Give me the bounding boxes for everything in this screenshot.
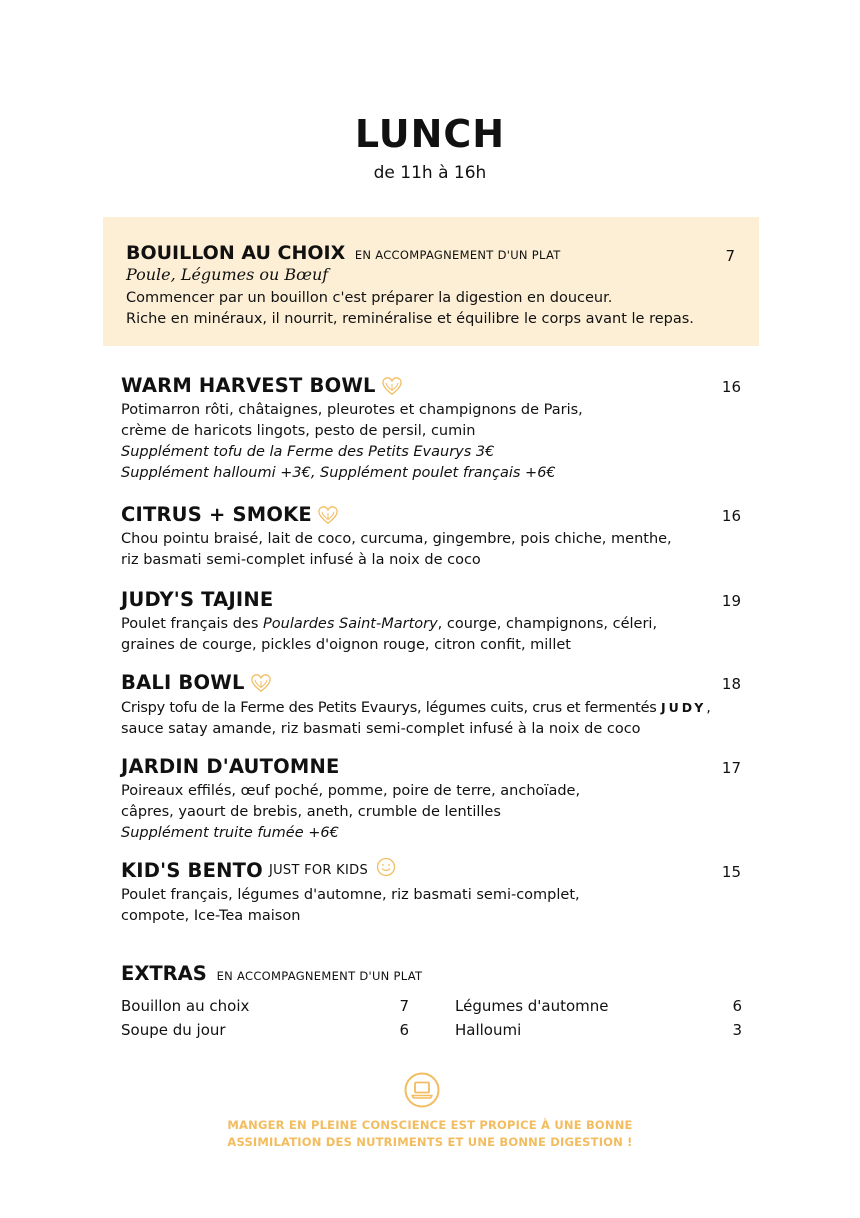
desc-line: Poireaux effilés, œuf poché, pomme, poire de terre, anchoïade, xyxy=(121,783,581,799)
item-name-row xyxy=(121,671,741,695)
item-description xyxy=(121,697,741,740)
item-name: BALI BOWL xyxy=(121,671,245,694)
item-name-row xyxy=(121,755,741,779)
bouillon-desc-line1: Commencer par un bouillon c'est préparer la digestion en douceur. xyxy=(126,290,613,306)
item-name-row xyxy=(121,588,741,612)
item-description xyxy=(121,400,741,484)
producer-name: Poulardes Saint-Martory xyxy=(263,616,438,632)
desc-line: Chou pointu braisé, lait de coco, curcuma, gingembre, pois chiche, menthe, xyxy=(121,531,672,547)
menu-item-judys-tajine xyxy=(121,588,741,656)
smiley-icon xyxy=(376,857,396,877)
extra-name: Halloumi xyxy=(455,1021,522,1039)
item-name: WARM HARVEST BOWL xyxy=(121,374,376,397)
desc-line: graines de courge, pickles d'oignon rouge, citron confit, millet xyxy=(121,637,571,653)
desc-line: crème de haricots lingots, pesto de persil, cumin xyxy=(121,423,476,439)
item-name-row xyxy=(121,503,741,527)
extra-price: 6 xyxy=(399,1021,409,1039)
heart-icon xyxy=(381,376,403,396)
bouillon-choices: Poule, Légumes ou Bœuf xyxy=(126,265,329,284)
item-name: JUDY'S TAJINE xyxy=(121,588,274,611)
menu-item-jardin-automne xyxy=(121,755,741,844)
desc-text: Crispy tofu de la Ferme des Petits Evaurys, légumes cuits, crus et fermentés xyxy=(121,700,661,716)
desc-line: Potimarron rôti, châtaignes, pleurotes et champignons de Paris, xyxy=(121,402,583,418)
laptop-icon xyxy=(404,1072,440,1108)
extra-price: 6 xyxy=(732,997,742,1015)
extra-name: Bouillon au choix xyxy=(121,997,250,1015)
item-price: 19 xyxy=(721,592,741,610)
item-price: 17 xyxy=(721,759,741,777)
service-hours: de 11h à 16h xyxy=(373,163,487,183)
item-price: 18 xyxy=(721,675,741,693)
item-description xyxy=(121,614,741,656)
desc-line xyxy=(121,614,741,635)
extra-name: Soupe du jour xyxy=(121,1021,226,1039)
page-title: LUNCH xyxy=(354,112,506,156)
menu-item-bali-bowl xyxy=(121,671,741,740)
supplement-line: Supplément truite fumée +6€ xyxy=(121,825,339,841)
item-description xyxy=(121,781,741,844)
heart-icon xyxy=(317,505,339,525)
extra-price: 3 xyxy=(732,1021,742,1039)
menu-item-citrus-smoke xyxy=(121,503,741,571)
footer-line: ASSIMILATION DES NUTRIMENTS ET UNE BONNE DIGESTION ! xyxy=(227,1135,633,1149)
item-description xyxy=(121,529,741,571)
extras-subtitle: EN ACCOMPAGNEMENT D'UN PLAT xyxy=(216,969,423,983)
supplement-line: Supplément tofu de la Ferme des Petits Evaurys 3€ xyxy=(121,444,495,460)
desc-text: Poulet français des xyxy=(121,616,264,632)
desc-line: Poulet français, légumes d'automne, riz basmati semi-complet, xyxy=(121,887,580,903)
footer-line: MANGER EN PLEINE CONSCIENCE EST PROPICE À UNE BONNE xyxy=(227,1118,633,1132)
supplement-line: Supplément halloumi +3€, Supplément poulet français +6€ xyxy=(121,465,556,481)
menu-item-warm-harvest-bowl xyxy=(121,374,741,484)
item-price: 16 xyxy=(721,378,741,396)
desc-text: , xyxy=(706,700,711,716)
extras-title: EXTRAS xyxy=(121,962,207,985)
item-price: 15 xyxy=(721,863,741,881)
brand-judy: JUDY xyxy=(660,700,707,715)
extra-price: 7 xyxy=(399,997,409,1015)
item-description xyxy=(121,885,741,927)
bouillon-name: BOUILLON AU CHOIX xyxy=(126,242,346,264)
item-subtitle: JUST FOR KIDS xyxy=(268,863,369,878)
bouillon-price: 7 xyxy=(725,247,735,265)
item-name-row xyxy=(121,859,741,883)
item-name: JARDIN D'AUTOMNE xyxy=(121,755,340,778)
item-name: CITRUS + SMOKE xyxy=(121,503,312,526)
extra-name: Légumes d'automne xyxy=(455,997,609,1015)
bouillon-subtitle: EN ACCOMPAGNEMENT D'UN PLAT xyxy=(354,248,561,262)
desc-text: , courge, champignons, céleri, xyxy=(437,616,658,632)
desc-line: câpres, yaourt de brebis, aneth, crumble de lentilles xyxy=(121,804,501,820)
item-name-row xyxy=(121,374,741,398)
desc-line: sauce satay amande, riz basmati semi-complet infusé à la noix de coco xyxy=(121,721,641,737)
item-name: KID'S BENTO xyxy=(121,859,263,882)
bouillon-description xyxy=(126,288,694,330)
menu-item-kids-bento xyxy=(121,859,741,927)
extras-heading xyxy=(121,962,422,985)
mindful-eating-note xyxy=(0,1117,860,1151)
desc-line xyxy=(121,697,741,719)
heart-icon xyxy=(250,673,272,693)
desc-line: riz basmati semi-complet infusé à la noix de coco xyxy=(121,552,481,568)
desc-line: compote, Ice-Tea maison xyxy=(121,908,301,924)
bouillon-heading xyxy=(126,242,561,264)
bouillon-section xyxy=(103,217,759,346)
item-price: 16 xyxy=(721,507,741,525)
bouillon-desc-line2: Riche en minéraux, il nourrit, reminéralise et équilibre le corps avant le repas. xyxy=(126,311,694,327)
